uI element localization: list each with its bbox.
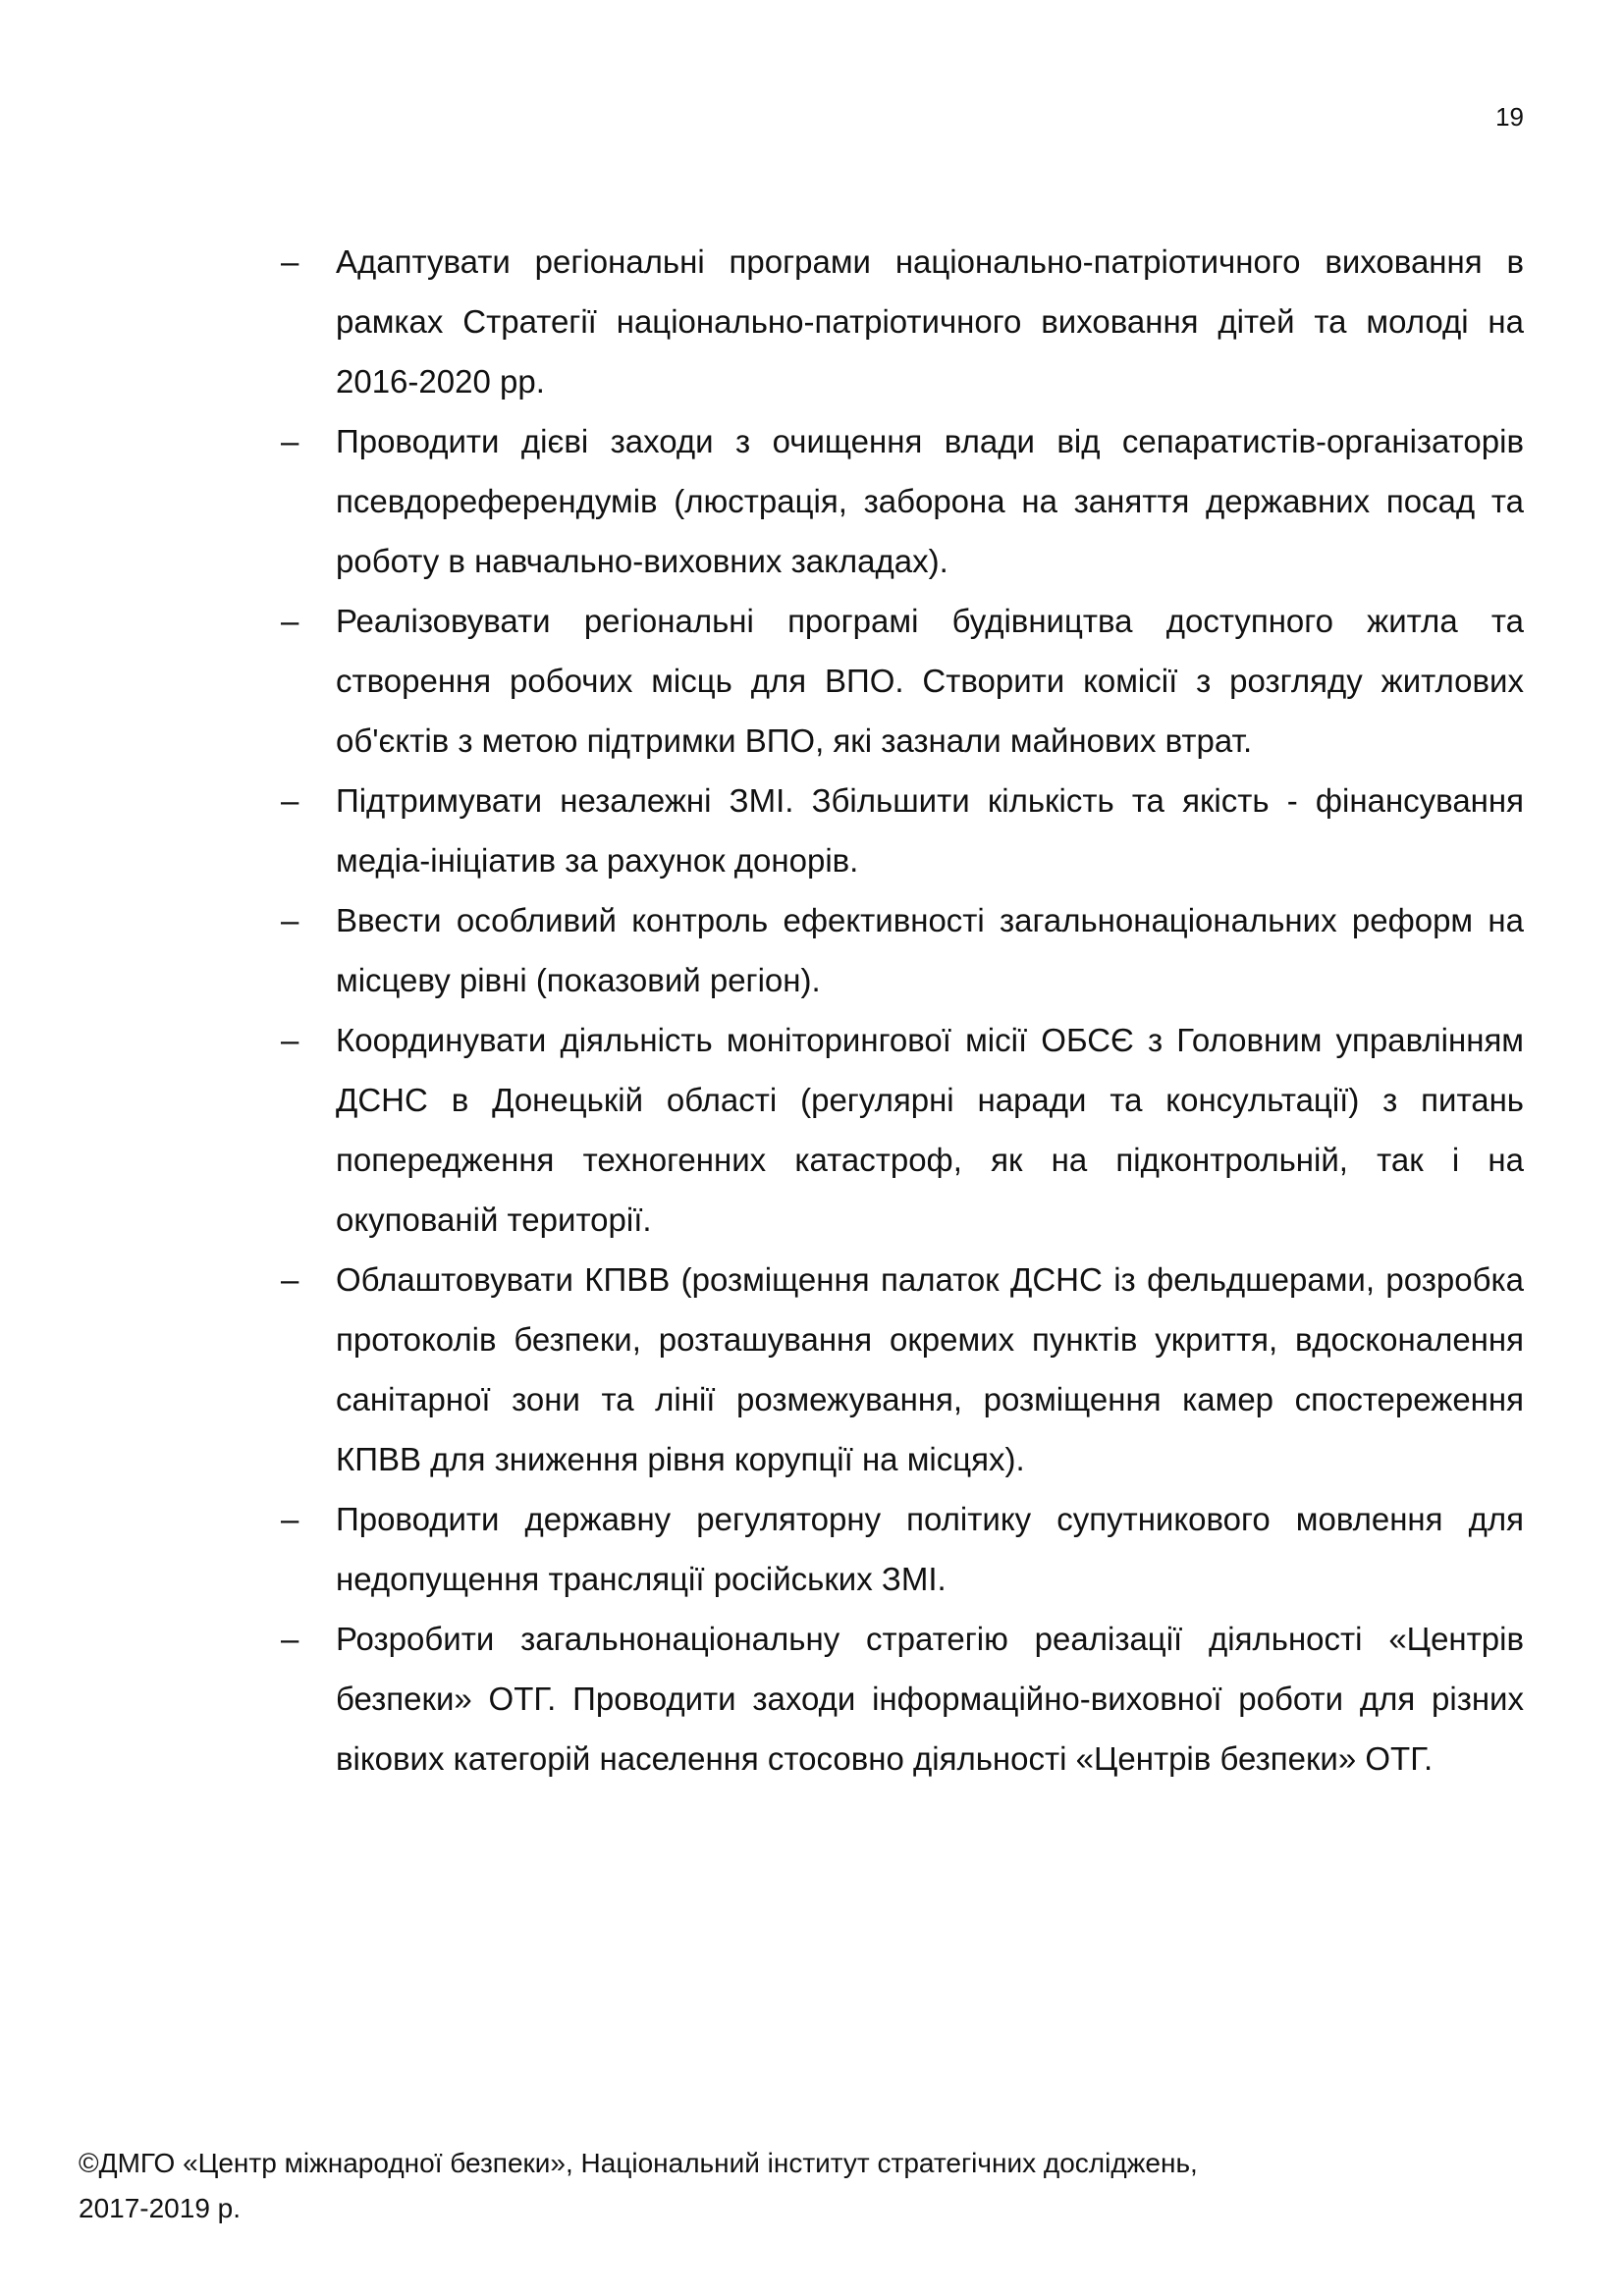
page-number: 19 [1495,102,1524,132]
dash-bullet-icon: – [281,1261,299,1298]
list-item [281,232,1524,411]
list-item [281,771,1524,890]
footer-copyright [79,2141,1522,2231]
dash-bullet-icon: – [281,1022,299,1058]
footer-line-2: 2017-2019 р. [79,2193,242,2223]
list-item [281,890,1524,1010]
list-item [281,1489,1524,1609]
list-item [281,591,1524,771]
list-item-text: Проводити дієві заходи з очищення влади від сепаратистів-організаторів псевдореферендумів (люстрація, заборона на заняття державних посад та роботу в навчально-виховних закладах). [336,423,1524,579]
dash-bullet-icon: – [281,1501,299,1537]
list-item-text: Адаптувати регіональні програми національно-патріотичного виховання в рамках Стратегії національно-патріотичного виховання дітей та молоді на 2016-2020 рр. [336,243,1524,400]
dash-bullet-icon: – [281,782,299,819]
list-item-text: Розробити загальнонаціональну стратегію реалізації діяльності «Центрів безпеки» ОТГ. Проводити заходи інформаційно-виховної роботи для різних вікових категорій населення стосовно діяльності «Центрів безпеки» ОТГ. [336,1621,1524,1777]
footer-line-1: ©ДМГО «Центр міжнародної безпеки», Національний інститут стратегічних досліджень, [79,2148,1198,2178]
list-item-text: Облаштовувати КПВВ (розміщення палаток ДСНС із фельдшерами, розробка протоколів безпеки, розташування окремих пунктів укриття, вдосконалення санітарної зони та лінії розмежування, розміщення камер спостереження КПВВ для зниження рівня корупції на місцях). [336,1261,1524,1477]
dash-bullet-icon: – [281,902,299,938]
dash-bullet-icon: – [281,603,299,639]
dash-bullet-icon: – [281,423,299,459]
list-item-text: Координувати діяльність моніторингової місії ОБСЄ з Головним управлінням ДСНС в Донецькій області (регулярні наради та консультації) з питань попередження техногенних катастроф, як на підконтрольній, так і на окупованій території. [336,1022,1524,1238]
list-item-text: Реалізовувати регіональні програмі будівництва доступного житла та створення робочих місць для ВПО. Створити комісії з розгляду житлових об'єктів з метою підтримки ВПО, які зазнали майнових втрат. [336,603,1524,759]
list-item [281,411,1524,591]
dash-bullet-icon: – [281,1621,299,1657]
recommendations-list [281,232,1524,1789]
list-item [281,1609,1524,1789]
list-item [281,1010,1524,1250]
dash-bullet-icon: – [281,243,299,280]
list-item [281,1250,1524,1489]
list-item-text: Проводити державну регуляторну політику супутникового мовлення для недопущення трансляції російських ЗМІ. [336,1501,1524,1597]
list-item-text: Ввести особливий контроль ефективності загальнонаціональних реформ на місцеву рівні (показовий регіон). [336,902,1524,998]
list-item-text: Підтримувати незалежні ЗМІ. Збільшити кількість та якість - фінансування медіа-ініціатив за рахунок донорів. [336,782,1524,879]
